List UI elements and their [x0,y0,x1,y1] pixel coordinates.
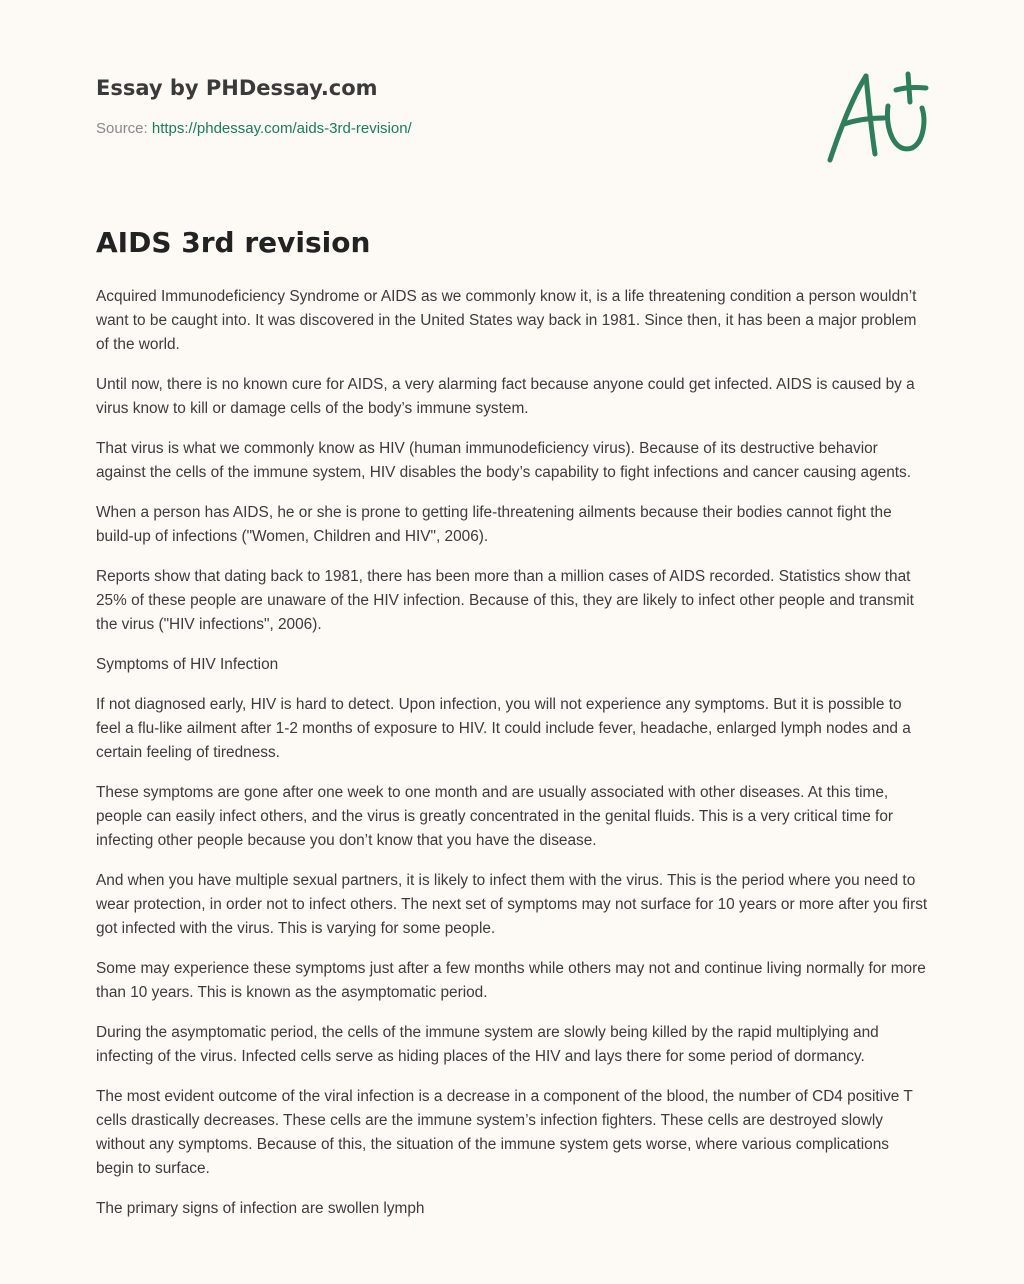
essay-paragraph: Acquired Immunodeficiency Syndrome or AIDS as we commonly know it, is a life threatening condition a person wouldn’t want to be caught into. It was discovered in the United States way back in 1981. Since then, it has been a major problem of the world. [96,288,917,353]
a-plus-logo [822,68,930,168]
essay-body [96,285,928,1221]
essay-paragraph: Reports show that dating back to 1981, there has been more than a million cases of AIDS recorded. Statistics show that 25% of these people are unaware of the HIV infection. Because of this, they are likely to infect other people and transmit the virus ("HIV infections", 2006). [96,568,914,633]
essay-paragraph: During the asymptomatic period, the cells of the immune system are slowly being killed by the rapid multiplying and infecting of the virus. Infected cells serve as hiding places of the HIV and lays there for some period of dormancy. [96,1024,879,1065]
essay-paragraph: The primary signs of infection are swollen lymph [96,1200,425,1217]
essay-content [96,226,928,1237]
section-heading: Symptoms of HIV Infection [96,656,279,673]
essay-paragraph: And when you have multiple sexual partners, it is likely to infect them with the virus. This is the period where you need to wear protection, in order not to infect others. The next set of symptoms may not surface for 10 years or more after you first got infected with the virus. This is varying for some people. [96,872,928,937]
essay-title: AIDS 3rd revision [96,226,371,259]
essay-paragraph: If not diagnosed early, HIV is hard to detect. Upon infection, you will not experience any symptoms. But it is possible to feel a flu-like ailment after 1-2 months of exposure to HIV. It could include fever, headache, enlarged lymph nodes and a certain feeling of tiredness. [96,696,911,761]
site-title: Essay by PHDessay.com [96,76,378,100]
header [96,76,928,137]
source-line [96,120,928,137]
essay-paragraph: The most evident outcome of the viral infection is a decrease in a component of the blood, the number of CD4 positive T cells drastically decreases. These cells are the immune system’s infection fighters. These cells are destroyed slowly without any symptoms. Because of this, the situation of the immune system gets worse, where various complications begin to surface. [96,1088,913,1177]
essay-paragraph: When a person has AIDS, he or she is prone to getting life-threatening ailments because their bodies cannot fight the build-up of infections ("Women, Children and HIV", 2006). [96,504,892,545]
source-label: Source: [96,120,152,137]
essay-paragraph: That virus is what we commonly know as HIV (human immunodeficiency virus). Because of its destructive behavior against the cells of the immune system, HIV disables the body’s capability to fight infections and cancer causing agents. [96,440,912,481]
source-link[interactable]: https://phdessay.com/aids-3rd-revision/ [151,120,412,137]
essay-paragraph: These symptoms are gone after one week to one month and are usually associated with other diseases. At this time, people can easily infect others, and the virus is greatly concentrated in the genital fluids. This is a very critical time for infecting other people because you don’t know that you have the disease. [96,784,893,849]
essay-paragraph: Until now, there is no known cure for AIDS, a very alarming fact because anyone could get infected. AIDS is caused by a virus know to kill or damage cells of the body’s immune system. [96,376,915,417]
essay-paragraph: Some may experience these symptoms just after a few months while others may not and continue living normally for more than 10 years. This is known as the asymptomatic period. [96,960,926,1001]
